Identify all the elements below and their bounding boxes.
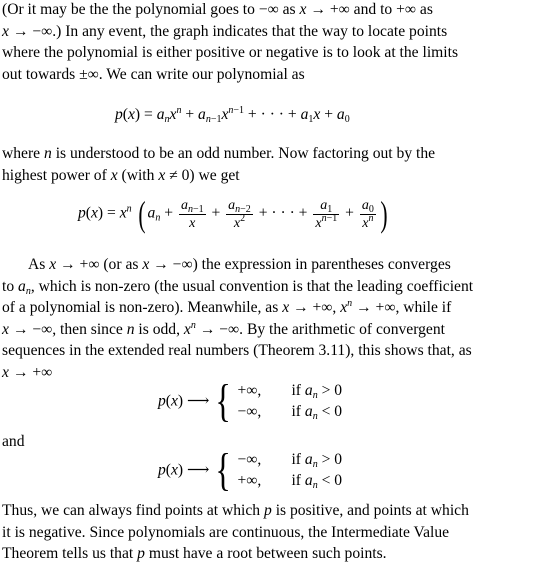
text: ) we get [189, 166, 240, 184]
paragraph-conclusion: Thus, we can always find points at which p is positive, and points at which it is negative. Since polynomials are continuous, the Intermediate Value Theorem tells us that p must have a root between such points. [1, 500, 544, 565]
text: (or as [99, 256, 143, 273]
text: to [2, 277, 19, 295]
paragraph-limits: As x → +∞ (or as x → −∞) the expression in parentheses converges to $a_n$, which is non-zero (the usual convention is that the leading coefficient of a polynomial is non-zero). Meanwhile, as x → +∞, $x^n$ → +∞, while if x → −∞, then since n is odd, $x^n$ → −∞. By the arithmetic of convergent sequences in the extended real numbers (Theorem 3.11), this shows that, as x → +∞ [1, 254, 544, 383]
text: , which is non-zero (the usual convention is that the leading coefficient [30, 277, 474, 295]
and-word: and [2, 433, 25, 450]
text: (with [117, 166, 159, 184]
text: is understood to be an odd number. Now factoring out by the [51, 145, 436, 162]
text: As [28, 256, 50, 273]
case-value: −∞, [237, 451, 262, 468]
cases-minus-infinity: p(x) ⟶ { −∞, if $a_n > 0$ +∞, if $a_n < 0$ [158, 444, 343, 495]
factored-equation: $p(x) = x^n$ ( $a_n$ + $\frac{a_{n-1}}{x}$ + $\frac{a_{n-2}}{x^2}$ + · · · + $\frac{a_1}{x^{n-1}}$ + $\frac{a_0}{x^n}$ ) [78, 194, 388, 234]
text: Thus, we can always find points at which [2, 502, 265, 519]
text: highest power of [2, 166, 111, 184]
cases-plus-infinity: p(x) ⟶ { +∞, if $a_n > 0$ −∞, if $a_n < 0$ [158, 375, 343, 426]
text: it is negative. Since polynomials are continuous, the Intermediate Value [2, 523, 450, 541]
text: out towards [2, 65, 80, 83]
text: where [2, 145, 44, 162]
text: . We can write our polynomial as [98, 65, 305, 83]
text: (Or it may be the the polynomial goes to [2, 1, 259, 18]
polynomial-equation: $p(x) = a_nx^n + a_{n-1}x^{n-1}$ + · · · + $a_1x + a_0$ [115, 105, 350, 125]
text: where the polynomial is either positive or negative is to look at the limits [2, 44, 459, 61]
text: .) In any event, the graph indicates that the way to locate points [52, 22, 448, 40]
case-value: +∞, [237, 472, 262, 489]
text: sequences in the extended real numbers (Theorem 3.11), this shows that, as [2, 342, 472, 359]
text: as [278, 1, 300, 18]
text: is odd, [134, 320, 184, 338]
text: of a polynomial is non-zero). Meanwhile, as [2, 299, 283, 316]
text: and to [349, 1, 397, 18]
paragraph-intro: (Or it may be the the polynomial goes to −∞ as x → +∞ and to +∞ as x → −∞.) In any event, the graph indicates that the way to locate points where the polynomial is either positive or negative is to look at the limits out towards ±∞. We can write our polynomial as [1, 0, 544, 85]
paragraph-factoring: where n is understood to be an odd number. Now factoring out by the highest power of x (with x ≠ 0) we get [2, 145, 436, 184]
text: must have a root between such points. [144, 545, 387, 562]
text: , while if [395, 299, 452, 316]
case-value: +∞, [237, 382, 262, 399]
text: , then since [52, 320, 127, 338]
text: . By the arithmetic of convergent [239, 320, 445, 338]
text: ) the expression in parentheses converges [192, 256, 451, 273]
text: as [416, 1, 433, 18]
text: Theorem tells us that [2, 545, 138, 562]
text: is positive, and points at which [271, 502, 469, 519]
case-value: −∞, [237, 403, 262, 420]
